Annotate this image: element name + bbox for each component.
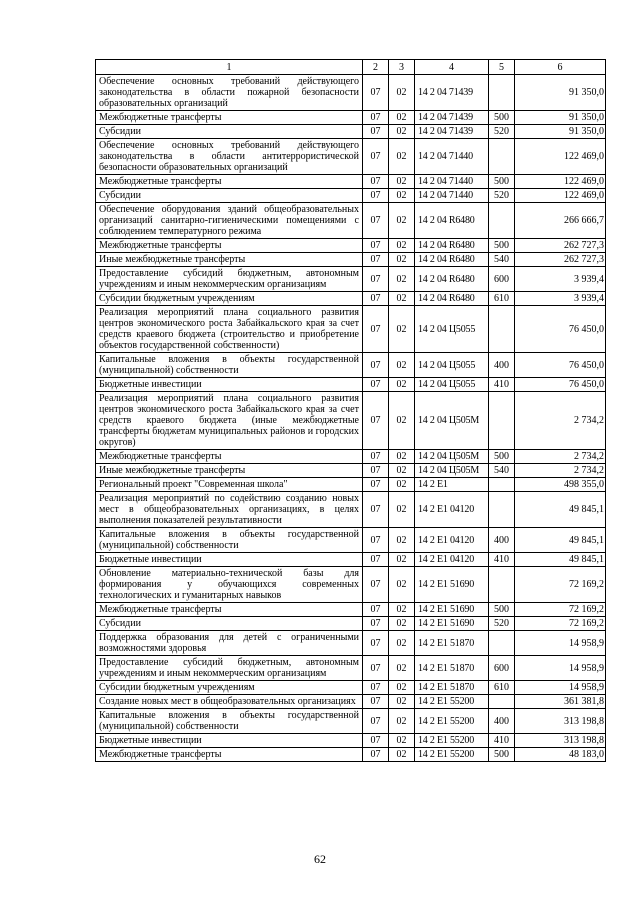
row-amount-cell: 72 169,2 bbox=[515, 567, 606, 603]
row-section-cell: 07 bbox=[363, 392, 389, 450]
row-expense-type-cell: 600 bbox=[489, 656, 515, 681]
row-target-code-cell: 14 2 E1 55200 bbox=[415, 695, 489, 709]
table-row bbox=[96, 478, 606, 492]
row-target-code-cell: 14 2 E1 55200 bbox=[415, 709, 489, 734]
row-amount-cell: 72 169,2 bbox=[515, 603, 606, 617]
row-expense-type-cell: 410 bbox=[489, 553, 515, 567]
row-target-code-cell: 14 2 E1 51870 bbox=[415, 656, 489, 681]
row-amount-cell: 2 734,2 bbox=[515, 392, 606, 450]
row-amount-cell: 49 845,1 bbox=[515, 528, 606, 553]
budget-table-body bbox=[96, 60, 606, 762]
row-amount-cell: 266 666,7 bbox=[515, 203, 606, 239]
table-header-row bbox=[96, 60, 606, 75]
row-section-cell: 07 bbox=[363, 203, 389, 239]
table-row bbox=[96, 656, 606, 681]
row-section-cell: 07 bbox=[363, 378, 389, 392]
row-expense-type-cell: 610 bbox=[489, 681, 515, 695]
row-subsection-cell: 02 bbox=[389, 203, 415, 239]
table-row bbox=[96, 603, 606, 617]
row-amount-cell: 313 198,8 bbox=[515, 709, 606, 734]
row-target-code-cell: 14 2 04 71440 bbox=[415, 189, 489, 203]
table-row bbox=[96, 617, 606, 631]
row-expense-type-cell: 500 bbox=[489, 111, 515, 125]
row-name-cell: Обновление материально-технической базы для формирования у обучающихся современных технологических и гуманитарных навыков bbox=[96, 567, 363, 603]
row-subsection-cell: 02 bbox=[389, 617, 415, 631]
row-amount-cell: 91 350,0 bbox=[515, 75, 606, 111]
table-row bbox=[96, 748, 606, 762]
row-expense-type-cell: 500 bbox=[489, 603, 515, 617]
header-cell: 3 bbox=[389, 60, 415, 75]
table-row bbox=[96, 353, 606, 378]
page-number: 62 bbox=[314, 852, 326, 866]
row-amount-cell: 361 381,8 bbox=[515, 695, 606, 709]
row-amount-cell: 313 198,8 bbox=[515, 734, 606, 748]
row-name-cell: Межбюджетные трансферты bbox=[96, 603, 363, 617]
row-name-cell: Межбюджетные трансферты bbox=[96, 748, 363, 762]
row-target-code-cell: 14 2 E1 55200 bbox=[415, 734, 489, 748]
row-amount-cell: 76 450,0 bbox=[515, 306, 606, 353]
row-expense-type-cell bbox=[489, 478, 515, 492]
row-section-cell: 07 bbox=[363, 567, 389, 603]
row-section-cell: 07 bbox=[363, 267, 389, 292]
row-expense-type-cell: 500 bbox=[489, 748, 515, 762]
row-section-cell: 07 bbox=[363, 478, 389, 492]
row-expense-type-cell: 520 bbox=[489, 125, 515, 139]
row-expense-type-cell: 610 bbox=[489, 292, 515, 306]
row-amount-cell: 14 958,9 bbox=[515, 681, 606, 695]
table-row bbox=[96, 734, 606, 748]
row-section-cell: 07 bbox=[363, 125, 389, 139]
table-row bbox=[96, 125, 606, 139]
table-row bbox=[96, 267, 606, 292]
row-subsection-cell: 02 bbox=[389, 125, 415, 139]
row-subsection-cell: 02 bbox=[389, 306, 415, 353]
row-section-cell: 07 bbox=[363, 528, 389, 553]
row-section-cell: 07 bbox=[363, 239, 389, 253]
row-name-cell: Субсидии bbox=[96, 189, 363, 203]
table-row bbox=[96, 450, 606, 464]
row-subsection-cell: 02 bbox=[389, 139, 415, 175]
table-row bbox=[96, 553, 606, 567]
row-expense-type-cell: 400 bbox=[489, 353, 515, 378]
row-name-cell: Предоставление субсидий бюджетным, автономным учреждениям и иным некоммерческим организациям bbox=[96, 656, 363, 681]
row-target-code-cell: 14 2 E1 bbox=[415, 478, 489, 492]
row-section-cell: 07 bbox=[363, 617, 389, 631]
row-name-cell: Капитальные вложения в объекты государственной (муниципальной) собственности bbox=[96, 528, 363, 553]
row-section-cell: 07 bbox=[363, 139, 389, 175]
row-expense-type-cell bbox=[489, 392, 515, 450]
row-expense-type-cell: 400 bbox=[489, 709, 515, 734]
row-name-cell: Межбюджетные трансферты bbox=[96, 175, 363, 189]
row-target-code-cell: 14 2 E1 04120 bbox=[415, 528, 489, 553]
row-expense-type-cell bbox=[489, 631, 515, 656]
row-subsection-cell: 02 bbox=[389, 695, 415, 709]
row-amount-cell: 48 183,0 bbox=[515, 748, 606, 762]
row-section-cell: 07 bbox=[363, 189, 389, 203]
row-amount-cell: 76 450,0 bbox=[515, 378, 606, 392]
row-subsection-cell: 02 bbox=[389, 267, 415, 292]
row-target-code-cell: 14 2 04 Ц505М bbox=[415, 450, 489, 464]
row-amount-cell: 91 350,0 bbox=[515, 125, 606, 139]
row-name-cell: Бюджетные инвестиции bbox=[96, 734, 363, 748]
row-name-cell: Реализация мероприятий плана социального развития центров экономического роста Забайкальского края за счет средств краевого бюджета (строительство и приобретение объектов государственной собственности) bbox=[96, 306, 363, 353]
row-expense-type-cell bbox=[489, 695, 515, 709]
row-amount-cell: 498 355,0 bbox=[515, 478, 606, 492]
row-name-cell: Капитальные вложения в объекты государственной (муниципальной) собственности bbox=[96, 353, 363, 378]
row-section-cell: 07 bbox=[363, 631, 389, 656]
row-target-code-cell: 14 2 04 71440 bbox=[415, 175, 489, 189]
row-amount-cell: 2 734,2 bbox=[515, 464, 606, 478]
row-subsection-cell: 02 bbox=[389, 175, 415, 189]
table-row bbox=[96, 75, 606, 111]
row-section-cell: 07 bbox=[363, 253, 389, 267]
row-amount-cell: 3 939,4 bbox=[515, 292, 606, 306]
table-row bbox=[96, 392, 606, 450]
row-expense-type-cell bbox=[489, 139, 515, 175]
row-amount-cell: 76 450,0 bbox=[515, 353, 606, 378]
row-expense-type-cell bbox=[489, 492, 515, 528]
row-subsection-cell: 02 bbox=[389, 567, 415, 603]
row-subsection-cell: 02 bbox=[389, 292, 415, 306]
row-section-cell: 07 bbox=[363, 292, 389, 306]
table-row bbox=[96, 567, 606, 603]
row-subsection-cell: 02 bbox=[389, 709, 415, 734]
row-amount-cell: 262 727,3 bbox=[515, 239, 606, 253]
row-amount-cell: 122 469,0 bbox=[515, 175, 606, 189]
row-expense-type-cell: 520 bbox=[489, 617, 515, 631]
row-subsection-cell: 02 bbox=[389, 464, 415, 478]
row-target-code-cell: 14 2 04 Ц5055 bbox=[415, 378, 489, 392]
row-section-cell: 07 bbox=[363, 553, 389, 567]
row-amount-cell: 3 939,4 bbox=[515, 267, 606, 292]
row-subsection-cell: 02 bbox=[389, 631, 415, 656]
table-row bbox=[96, 378, 606, 392]
row-target-code-cell: 14 2 E1 51690 bbox=[415, 603, 489, 617]
row-expense-type-cell: 500 bbox=[489, 450, 515, 464]
row-name-cell: Обеспечение основных требований действующего законодательства в области антитеррористической безопасности образовательных организаций bbox=[96, 139, 363, 175]
header-cell: 1 bbox=[96, 60, 363, 75]
row-name-cell: Обеспечение оборудования зданий общеобразовательных организаций санитарно-гигиеническими помещениями с соблюдением температурного режима bbox=[96, 203, 363, 239]
budget-table bbox=[95, 59, 606, 762]
header-cell: 4 bbox=[415, 60, 489, 75]
row-name-cell: Реализация мероприятий плана социального развития центров экономического роста Забайкальского края за счет средств краевого бюджета (иные межбюджетные трансферты бюджетам муниципальных районов и городских округов) bbox=[96, 392, 363, 450]
row-amount-cell: 14 958,9 bbox=[515, 656, 606, 681]
row-name-cell: Поддержка образования для детей с ограниченными возможностями здоровья bbox=[96, 631, 363, 656]
row-expense-type-cell bbox=[489, 203, 515, 239]
row-expense-type-cell: 520 bbox=[489, 189, 515, 203]
table-row bbox=[96, 631, 606, 656]
row-target-code-cell: 14 2 04 Ц505М bbox=[415, 392, 489, 450]
row-target-code-cell: 14 2 04 R6480 bbox=[415, 267, 489, 292]
row-section-cell: 07 bbox=[363, 603, 389, 617]
row-section-cell: 07 bbox=[363, 464, 389, 478]
row-name-cell: Субсидии бюджетным учреждениям bbox=[96, 292, 363, 306]
row-section-cell: 07 bbox=[363, 111, 389, 125]
row-section-cell: 07 bbox=[363, 492, 389, 528]
row-expense-type-cell bbox=[489, 306, 515, 353]
row-section-cell: 07 bbox=[363, 75, 389, 111]
row-name-cell: Региональный проект "Современная школа" bbox=[96, 478, 363, 492]
row-target-code-cell: 14 2 E1 51690 bbox=[415, 617, 489, 631]
row-subsection-cell: 02 bbox=[389, 253, 415, 267]
row-target-code-cell: 14 2 E1 04120 bbox=[415, 492, 489, 528]
row-section-cell: 07 bbox=[363, 306, 389, 353]
row-section-cell: 07 bbox=[363, 734, 389, 748]
row-target-code-cell: 14 2 04 71439 bbox=[415, 75, 489, 111]
row-subsection-cell: 02 bbox=[389, 378, 415, 392]
row-subsection-cell: 02 bbox=[389, 734, 415, 748]
row-expense-type-cell: 540 bbox=[489, 464, 515, 478]
table-row bbox=[96, 709, 606, 734]
row-name-cell: Предоставление субсидий бюджетным, автономным учреждениям и иным некоммерческим организациям bbox=[96, 267, 363, 292]
table-row bbox=[96, 464, 606, 478]
row-name-cell: Межбюджетные трансферты bbox=[96, 111, 363, 125]
row-subsection-cell: 02 bbox=[389, 603, 415, 617]
row-target-code-cell: 14 2 04 Ц5055 bbox=[415, 306, 489, 353]
row-target-code-cell: 14 2 E1 04120 bbox=[415, 553, 489, 567]
row-subsection-cell: 02 bbox=[389, 450, 415, 464]
row-name-cell: Бюджетные инвестиции bbox=[96, 378, 363, 392]
row-subsection-cell: 02 bbox=[389, 656, 415, 681]
row-amount-cell: 122 469,0 bbox=[515, 139, 606, 175]
row-subsection-cell: 02 bbox=[389, 75, 415, 111]
row-expense-type-cell bbox=[489, 75, 515, 111]
row-section-cell: 07 bbox=[363, 175, 389, 189]
table-row bbox=[96, 306, 606, 353]
row-expense-type-cell: 500 bbox=[489, 175, 515, 189]
table-row bbox=[96, 528, 606, 553]
row-name-cell: Субсидии bbox=[96, 617, 363, 631]
table-row bbox=[96, 253, 606, 267]
table-row bbox=[96, 292, 606, 306]
table-row bbox=[96, 239, 606, 253]
row-amount-cell: 91 350,0 bbox=[515, 111, 606, 125]
row-section-cell: 07 bbox=[363, 681, 389, 695]
row-section-cell: 07 bbox=[363, 709, 389, 734]
table-row bbox=[96, 681, 606, 695]
table-row bbox=[96, 492, 606, 528]
table-row bbox=[96, 695, 606, 709]
row-name-cell: Капитальные вложения в объекты государственной (муниципальной) собственности bbox=[96, 709, 363, 734]
row-section-cell: 07 bbox=[363, 450, 389, 464]
row-expense-type-cell: 600 bbox=[489, 267, 515, 292]
row-name-cell: Реализация мероприятий по содействию созданию новых мест в общеобразовательных организациях, в целях выполнения показателей результативности bbox=[96, 492, 363, 528]
row-target-code-cell: 14 2 04 Ц5055 bbox=[415, 353, 489, 378]
row-section-cell: 07 bbox=[363, 353, 389, 378]
header-cell: 5 bbox=[489, 60, 515, 75]
row-target-code-cell: 14 2 E1 51870 bbox=[415, 681, 489, 695]
row-target-code-cell: 14 2 E1 51690 bbox=[415, 567, 489, 603]
row-section-cell: 07 bbox=[363, 656, 389, 681]
header-cell: 2 bbox=[363, 60, 389, 75]
row-target-code-cell: 14 2 04 R6480 bbox=[415, 203, 489, 239]
row-subsection-cell: 02 bbox=[389, 111, 415, 125]
row-target-code-cell: 14 2 04 71439 bbox=[415, 111, 489, 125]
row-subsection-cell: 02 bbox=[389, 353, 415, 378]
row-target-code-cell: 14 2 E1 51870 bbox=[415, 631, 489, 656]
row-subsection-cell: 02 bbox=[389, 681, 415, 695]
row-target-code-cell: 14 2 04 71439 bbox=[415, 125, 489, 139]
row-target-code-cell: 14 2 04 71440 bbox=[415, 139, 489, 175]
row-subsection-cell: 02 bbox=[389, 392, 415, 450]
table-row bbox=[96, 189, 606, 203]
row-amount-cell: 49 845,1 bbox=[515, 492, 606, 528]
row-subsection-cell: 02 bbox=[389, 478, 415, 492]
row-expense-type-cell bbox=[489, 567, 515, 603]
table-row bbox=[96, 203, 606, 239]
row-name-cell: Межбюджетные трансферты bbox=[96, 450, 363, 464]
table-row bbox=[96, 111, 606, 125]
row-subsection-cell: 02 bbox=[389, 748, 415, 762]
row-expense-type-cell: 400 bbox=[489, 528, 515, 553]
row-target-code-cell: 14 2 04 R6480 bbox=[415, 239, 489, 253]
row-amount-cell: 72 169,2 bbox=[515, 617, 606, 631]
row-subsection-cell: 02 bbox=[389, 239, 415, 253]
row-target-code-cell: 14 2 E1 55200 bbox=[415, 748, 489, 762]
table-row bbox=[96, 139, 606, 175]
header-cell: 6 bbox=[515, 60, 606, 75]
row-expense-type-cell: 410 bbox=[489, 734, 515, 748]
row-name-cell: Обеспечение основных требований действующего законодательства в области пожарной безопасности образовательных организаций bbox=[96, 75, 363, 111]
row-name-cell: Межбюджетные трансферты bbox=[96, 239, 363, 253]
table-row bbox=[96, 175, 606, 189]
row-subsection-cell: 02 bbox=[389, 553, 415, 567]
row-subsection-cell: 02 bbox=[389, 528, 415, 553]
row-section-cell: 07 bbox=[363, 695, 389, 709]
row-name-cell: Иные межбюджетные трансферты bbox=[96, 253, 363, 267]
row-expense-type-cell: 540 bbox=[489, 253, 515, 267]
row-amount-cell: 122 469,0 bbox=[515, 189, 606, 203]
row-expense-type-cell: 410 bbox=[489, 378, 515, 392]
row-amount-cell: 2 734,2 bbox=[515, 450, 606, 464]
row-name-cell: Субсидии bbox=[96, 125, 363, 139]
row-name-cell: Субсидии бюджетным учреждениям bbox=[96, 681, 363, 695]
row-name-cell: Бюджетные инвестиции bbox=[96, 553, 363, 567]
row-subsection-cell: 02 bbox=[389, 492, 415, 528]
row-name-cell: Иные межбюджетные трансферты bbox=[96, 464, 363, 478]
row-name-cell: Создание новых мест в общеобразовательных организациях bbox=[96, 695, 363, 709]
row-expense-type-cell: 500 bbox=[489, 239, 515, 253]
row-amount-cell: 14 958,9 bbox=[515, 631, 606, 656]
row-target-code-cell: 14 2 04 Ц505М bbox=[415, 464, 489, 478]
row-target-code-cell: 14 2 04 R6480 bbox=[415, 292, 489, 306]
row-section-cell: 07 bbox=[363, 748, 389, 762]
row-amount-cell: 262 727,3 bbox=[515, 253, 606, 267]
row-subsection-cell: 02 bbox=[389, 189, 415, 203]
row-target-code-cell: 14 2 04 R6480 bbox=[415, 253, 489, 267]
row-amount-cell: 49 845,1 bbox=[515, 553, 606, 567]
